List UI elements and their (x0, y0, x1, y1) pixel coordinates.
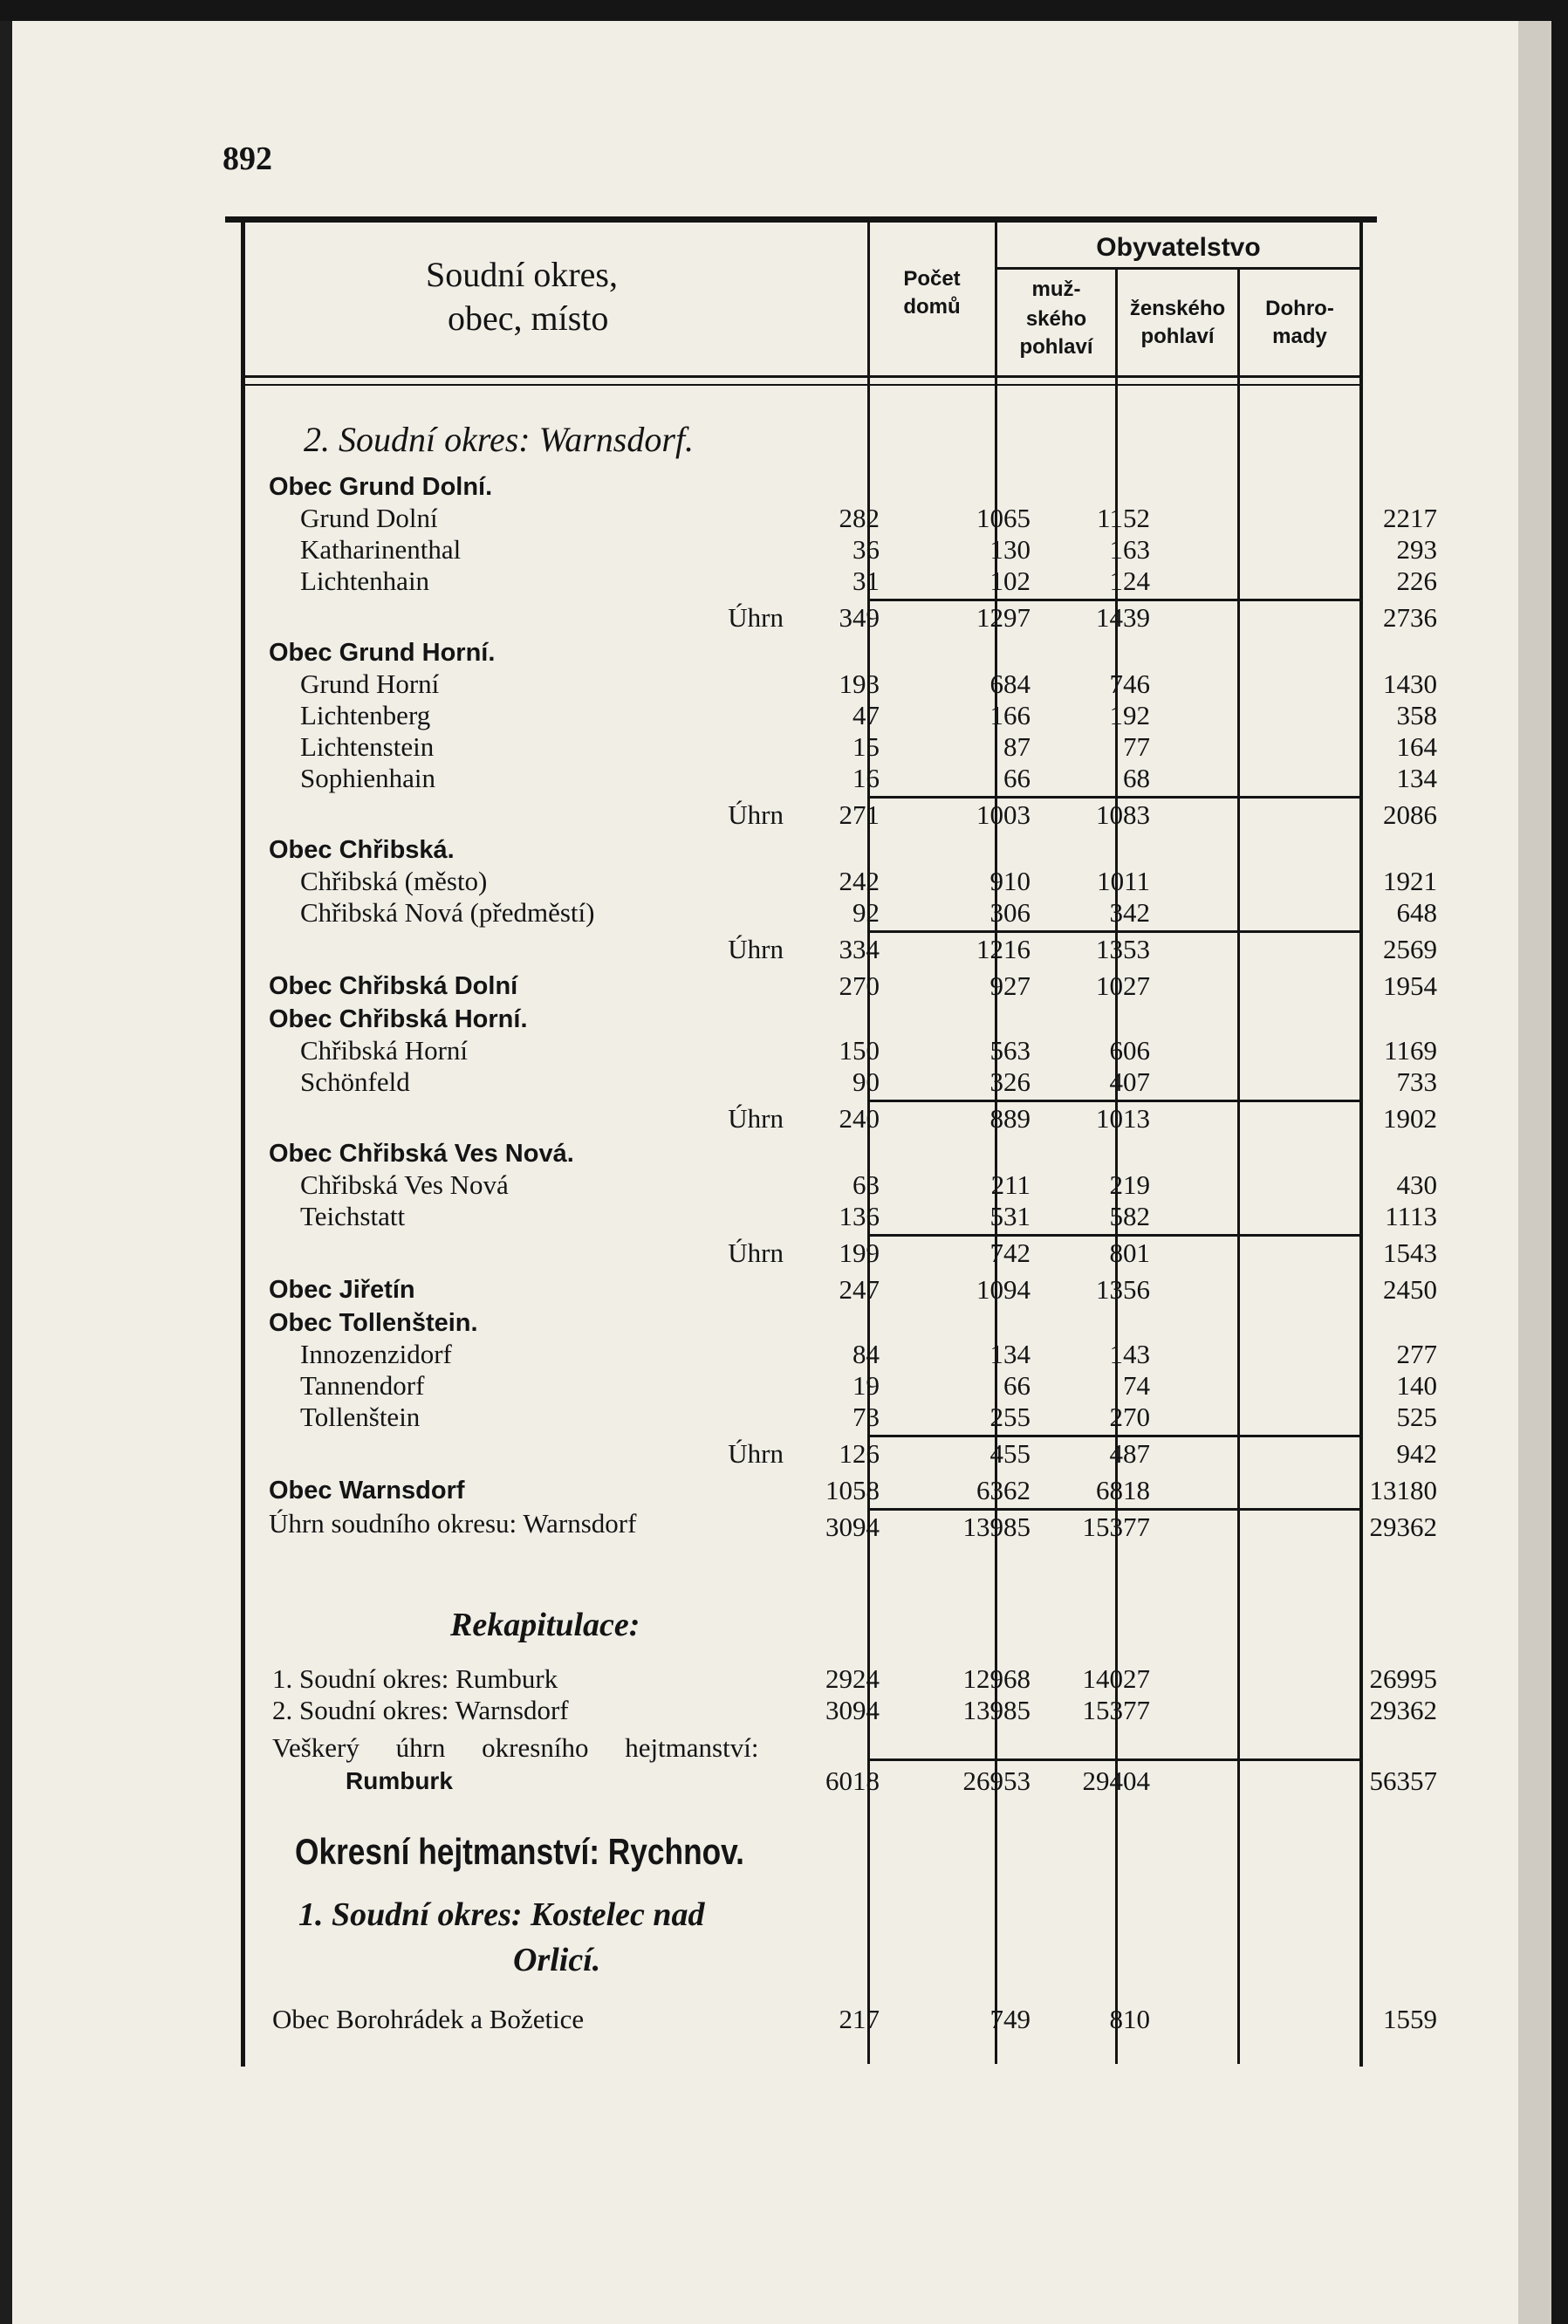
sum-value-male: 1003 (976, 799, 1030, 830)
obec-value-total: 2450 (1383, 1274, 1437, 1305)
recap-title: Rekapitulace: (450, 1607, 640, 1643)
obec-value-homes: 270 (839, 970, 880, 1001)
obec-value-male: 1094 (976, 1274, 1030, 1305)
sum-value-total: 942 (1396, 1438, 1437, 1469)
sum-value-female: 1439 (1096, 602, 1150, 633)
sum-value-homes: 349 (839, 602, 880, 633)
header-col-title-2: obec, místo (448, 298, 609, 338)
header-homes-2: domů (903, 295, 961, 319)
place-label: Schönfeld (300, 1066, 410, 1097)
place-value-total: 164 (1396, 731, 1437, 762)
place-value-total: 733 (1396, 1066, 1437, 1097)
sum-value-female: 1013 (1096, 1103, 1150, 1134)
sum-value-homes: 334 (839, 934, 880, 964)
place-value-total: 358 (1396, 700, 1437, 730)
obec-label: Obec Jiřetín (269, 1276, 415, 1304)
place-label: Lichtenberg (300, 700, 431, 730)
sum-label: Úhrn (728, 1103, 784, 1134)
table-left-rule (241, 216, 245, 2067)
place-value-total: 1113 (1385, 1201, 1437, 1231)
place-value-homes: 136 (839, 1201, 880, 1231)
grand-total-value-female: 15377 (1082, 1512, 1150, 1542)
place-label: Chřibská Nová (předměstí) (300, 897, 595, 928)
place-value-total: 648 (1396, 897, 1437, 928)
place-value-female: 407 (1109, 1066, 1150, 1097)
recap-label: 2. Soudní okres: Warnsdorf (272, 1695, 569, 1725)
place-label: Grund Dolní (300, 503, 438, 533)
place-value-female: 77 (1123, 731, 1150, 762)
place-value-female: 1011 (1097, 866, 1150, 896)
header-female-1: ženského (1129, 297, 1226, 320)
last-row-value-total: 1559 (1383, 2004, 1437, 2034)
recap-value-total: 29362 (1369, 1695, 1437, 1725)
sum-rule (870, 1234, 1362, 1237)
place-value-homes: 15 (852, 731, 880, 762)
place-value-homes: 242 (839, 866, 880, 896)
place-value-female: 270 (1109, 1402, 1150, 1432)
sum-value-male: 742 (989, 1237, 1030, 1268)
place-value-female: 143 (1109, 1339, 1150, 1369)
scan-border-left (0, 0, 12, 2324)
sum-value-total: 1902 (1383, 1103, 1437, 1134)
scan-border-right-shade (1518, 0, 1551, 2324)
sum-value-male: 1216 (976, 934, 1030, 964)
obec-value-total: 1954 (1383, 970, 1437, 1001)
place-label: Tollenštein (300, 1402, 421, 1432)
obec-value-male: 927 (989, 970, 1030, 1001)
place-value-male: 563 (989, 1035, 1030, 1066)
scan-border-right (1551, 0, 1568, 2324)
header-population: Obyvatelstvo (1096, 233, 1261, 262)
recap-value-female: 14027 (1082, 1663, 1150, 1694)
sum-value-homes: 240 (839, 1103, 880, 1134)
grand-total-value-male: 13985 (962, 1512, 1030, 1542)
sum-rule (870, 796, 1362, 799)
sum-value-male: 889 (989, 1103, 1030, 1134)
obec-value-male: 6362 (976, 1475, 1030, 1505)
place-value-male: 66 (1003, 1370, 1030, 1401)
sum-value-total: 2086 (1383, 799, 1437, 830)
place-value-female: 1152 (1097, 503, 1150, 533)
sum-value-female: 487 (1109, 1438, 1150, 1469)
recap-label: 1. Soudní okres: Rumburk (272, 1663, 558, 1694)
place-label: Lichtenhain (300, 566, 430, 596)
header-male-3: pohlaví (1019, 335, 1093, 359)
table-top-rule (225, 216, 1377, 223)
sum-rule (870, 599, 1362, 601)
header-bottom-rule (241, 375, 1362, 378)
place-value-homes: 90 (852, 1066, 880, 1097)
place-value-male: 306 (989, 897, 1030, 928)
place-value-male: 130 (989, 534, 1030, 565)
place-value-homes: 92 (852, 897, 880, 928)
place-value-total: 1921 (1383, 866, 1437, 896)
place-value-homes: 31 (852, 566, 880, 596)
obec-heading: Obec Grund Dolní. (269, 473, 493, 501)
page-number: 892 (223, 141, 272, 177)
obec-value-female: 1027 (1096, 970, 1150, 1001)
last-row-value-homes: 217 (839, 2004, 880, 2034)
sum-value-homes: 126 (839, 1438, 880, 1469)
place-label: Sophienhain (300, 763, 435, 793)
last-row-value-female: 810 (1109, 2004, 1150, 2034)
header-homes-1: Počet (903, 267, 961, 291)
header-female-2: pohlaví (1140, 325, 1215, 348)
last-row-label: Obec Borohrádek a Božetice (272, 2004, 585, 2034)
obec-label: Obec Chřibská Dolní (269, 972, 518, 1000)
header-male-2: ského (1025, 307, 1087, 331)
sum-rule (870, 1435, 1362, 1437)
recap-value-total: 26995 (1369, 1663, 1437, 1694)
place-label: Chřibská Horní (300, 1035, 469, 1066)
last-row-value-male: 749 (989, 2004, 1030, 2034)
section-title-kostelec-1: 1. Soudní okres: Kostelec nad (298, 1896, 705, 1933)
sum-value-male: 455 (989, 1438, 1030, 1469)
sum-label: Úhrn (728, 1237, 784, 1268)
place-value-female: 219 (1109, 1169, 1150, 1200)
obec-label: Obec Warnsdorf (269, 1477, 465, 1505)
sum-value-total: 1543 (1383, 1237, 1437, 1268)
sum-label: Úhrn (728, 602, 784, 633)
place-label: Tannendorf (300, 1370, 425, 1401)
sum-value-total: 2569 (1383, 934, 1437, 964)
place-value-total: 525 (1396, 1402, 1437, 1432)
place-value-homes: 193 (839, 668, 880, 699)
obec-heading: Obec Chřibská. (269, 836, 455, 864)
grand-total-rule (870, 1508, 1362, 1511)
place-value-male: 87 (1003, 731, 1030, 762)
place-value-male: 531 (989, 1201, 1030, 1231)
place-value-homes: 36 (852, 534, 880, 565)
obec-value-female: 6818 (1096, 1475, 1150, 1505)
place-label: Teichstatt (300, 1201, 406, 1231)
place-value-homes: 16 (852, 763, 880, 793)
header-col-title-1: Soudní okres, (426, 255, 618, 294)
sum-value-female: 1353 (1096, 934, 1150, 964)
place-value-female: 746 (1109, 668, 1150, 699)
grand-total-label: Úhrn soudního okresu: Warnsdorf (269, 1508, 637, 1539)
sum-value-total: 2736 (1383, 602, 1437, 633)
grand-total-value-total: 29362 (1369, 1512, 1437, 1542)
place-value-male: 1065 (976, 503, 1030, 533)
section-title-kostelec-2: Orlicí. (513, 1942, 601, 1978)
place-value-homes: 282 (839, 503, 880, 533)
obec-heading: Obec Grund Horní. (269, 639, 496, 667)
sum-rule (870, 1100, 1362, 1102)
place-value-male: 326 (989, 1066, 1030, 1097)
place-value-total: 134 (1396, 763, 1437, 793)
sum-label: Úhrn (728, 1438, 784, 1469)
place-value-male: 211 (990, 1169, 1030, 1200)
district-total-value-female: 29404 (1082, 1765, 1150, 1796)
recap-value-male: 12968 (962, 1663, 1030, 1694)
place-value-total: 140 (1396, 1370, 1437, 1401)
sum-value-homes: 271 (839, 799, 880, 830)
place-label: Grund Horní (300, 668, 440, 699)
place-value-total: 2217 (1383, 503, 1437, 533)
place-value-homes: 150 (839, 1035, 880, 1066)
place-value-female: 163 (1109, 534, 1150, 565)
header-bottom-rule-2 (241, 384, 1362, 386)
place-value-female: 342 (1109, 897, 1150, 928)
place-value-homes: 63 (852, 1169, 880, 1200)
place-value-female: 606 (1109, 1035, 1150, 1066)
place-value-total: 277 (1396, 1339, 1437, 1369)
place-value-male: 66 (1003, 763, 1030, 793)
sum-value-female: 1083 (1096, 799, 1150, 830)
place-value-female: 68 (1123, 763, 1150, 793)
header-total-1: Dohro- (1265, 297, 1334, 320)
district-total-value-homes: 6018 (825, 1765, 880, 1796)
place-value-homes: 19 (852, 1370, 880, 1401)
obec-value-total: 13180 (1369, 1475, 1437, 1505)
sum-value-homes: 199 (839, 1237, 880, 1268)
place-value-female: 74 (1123, 1370, 1150, 1401)
section-title-warnsdorf: 2. Soudní okres: Warnsdorf. (304, 420, 695, 459)
place-value-male: 102 (989, 566, 1030, 596)
place-value-total: 430 (1396, 1169, 1437, 1200)
district-total-value-total: 56357 (1369, 1765, 1437, 1796)
obec-value-homes: 1058 (825, 1475, 880, 1505)
obec-value-female: 1356 (1096, 1274, 1150, 1305)
col-rule-total (1237, 269, 1240, 2064)
obec-value-homes: 247 (839, 1274, 880, 1305)
district-total-label-1: Veškerý úhrn okresního hejtmanství: (272, 1732, 759, 1763)
place-label: Lichtenstein (300, 731, 435, 762)
grand-total-value-homes: 3094 (825, 1512, 880, 1542)
district-title: Okresní hejtmanství: Rychnov. (295, 1831, 744, 1872)
place-value-female: 124 (1109, 566, 1150, 596)
place-value-homes: 73 (852, 1402, 880, 1432)
scan-border-top (0, 0, 1568, 21)
place-value-total: 1430 (1383, 668, 1437, 699)
recap-value-male: 13985 (962, 1695, 1030, 1725)
header-population-rule (995, 267, 1361, 270)
place-label: Chřibská Ves Nová (300, 1169, 509, 1200)
sum-label: Úhrn (728, 799, 784, 830)
recap-value-homes: 2924 (825, 1663, 880, 1694)
place-label: Innozenzidorf (300, 1339, 452, 1369)
sum-value-female: 801 (1109, 1237, 1150, 1268)
place-value-male: 134 (989, 1339, 1030, 1369)
obec-heading: Obec Chřibská Horní. (269, 1005, 528, 1033)
place-value-male: 166 (989, 700, 1030, 730)
district-total-value-male: 26953 (962, 1765, 1030, 1796)
place-value-female: 192 (1109, 700, 1150, 730)
statistics-table (225, 216, 1437, 2067)
place-label: Chřibská (město) (300, 866, 488, 896)
header-male-1: muž- (1031, 278, 1081, 301)
place-value-homes: 47 (852, 700, 880, 730)
sum-value-male: 1297 (976, 602, 1030, 633)
district-total-rule (870, 1758, 1362, 1761)
recap-value-homes: 3094 (825, 1695, 880, 1725)
place-value-male: 255 (989, 1402, 1030, 1432)
sum-rule (870, 930, 1362, 933)
place-label: Katharinenthal (300, 534, 462, 565)
district-total-label-2: Rumburk (346, 1767, 453, 1794)
place-value-homes: 84 (852, 1339, 880, 1369)
recap-value-female: 15377 (1082, 1695, 1150, 1725)
place-value-total: 226 (1396, 566, 1437, 596)
header-total-2: mady (1272, 325, 1327, 348)
place-value-male: 684 (989, 668, 1030, 699)
place-value-total: 293 (1396, 534, 1437, 565)
obec-heading: Obec Chřibská Ves Nová. (269, 1140, 574, 1168)
sum-label: Úhrn (728, 934, 784, 964)
obec-heading: Obec Tollenštein. (269, 1309, 478, 1337)
place-value-male: 910 (989, 866, 1030, 896)
place-value-total: 1169 (1384, 1035, 1437, 1066)
place-value-female: 582 (1109, 1201, 1150, 1231)
